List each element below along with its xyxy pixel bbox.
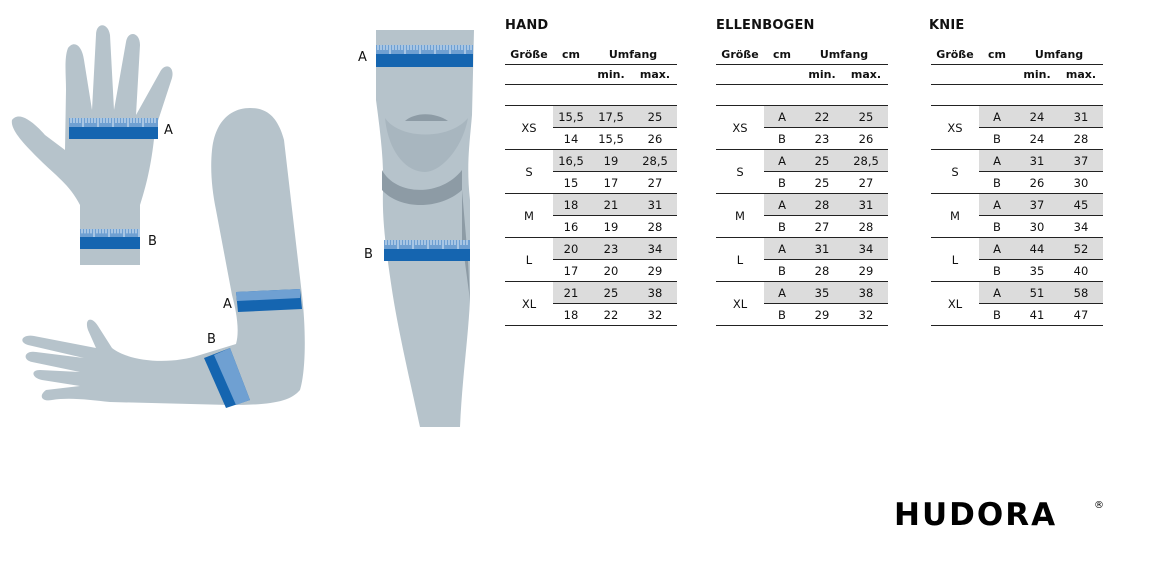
value-cell: 26 (844, 128, 888, 150)
size-table-hand (505, 44, 677, 326)
value-cell: 21 (589, 194, 633, 216)
value-cell: 15,5 (589, 128, 633, 150)
value-cell: 30 (1059, 172, 1103, 194)
table-row (931, 106, 1103, 128)
value-cell: 34 (1059, 216, 1103, 238)
value-cell: 14 (553, 128, 589, 150)
value-cell: 41 (1015, 304, 1059, 326)
value-cell: 27 (633, 172, 677, 194)
brand-name: HUDORA (894, 497, 1058, 530)
value-cell: 31 (800, 238, 844, 260)
value-cell: B (764, 172, 800, 194)
value-cell: 25 (800, 150, 844, 172)
value-cell: B (979, 128, 1015, 150)
size-cell: L (931, 238, 979, 282)
value-cell: 23 (589, 238, 633, 260)
size-cell: XL (505, 282, 553, 326)
table-row (505, 150, 677, 172)
label-knee-a: A (358, 50, 367, 65)
value-cell: 31 (1059, 106, 1103, 128)
header-max: max. (1059, 65, 1103, 85)
knee-illustration (358, 30, 474, 427)
value-cell: A (764, 106, 800, 128)
value-cell: 44 (1015, 238, 1059, 260)
header-max: max. (633, 65, 677, 85)
value-cell: B (764, 128, 800, 150)
header-size: Größe (716, 44, 764, 65)
value-cell: B (979, 304, 1015, 326)
value-cell: 31 (844, 194, 888, 216)
value-cell: 37 (1059, 150, 1103, 172)
size-cell: L (716, 238, 764, 282)
size-cell: XS (931, 106, 979, 150)
table-row (931, 238, 1103, 260)
value-cell: 24 (1015, 128, 1059, 150)
value-cell: 25 (844, 106, 888, 128)
value-cell: 38 (633, 282, 677, 304)
table-row (716, 150, 888, 172)
value-cell: 26 (1015, 172, 1059, 194)
value-cell: A (979, 106, 1015, 128)
value-cell: 37 (1015, 194, 1059, 216)
value-cell: 26 (633, 128, 677, 150)
value-cell: 23 (800, 128, 844, 150)
header-min: min. (1015, 65, 1059, 85)
header-girth: Umfang (1015, 44, 1103, 65)
value-cell: 45 (1059, 194, 1103, 216)
value-cell: A (979, 194, 1015, 216)
header-max: max. (844, 65, 888, 85)
value-cell: 16 (553, 216, 589, 238)
value-cell: 34 (633, 238, 677, 260)
table-row (716, 194, 888, 216)
table-title-elbow: ELLENBOGEN (716, 18, 815, 33)
value-cell: 19 (589, 216, 633, 238)
value-cell: A (764, 282, 800, 304)
table-title-hand: HAND (505, 18, 549, 33)
value-cell: A (764, 194, 800, 216)
brand-mark: ® (1094, 500, 1104, 511)
table-row (716, 106, 888, 128)
header-min: min. (589, 65, 633, 85)
value-cell: 15,5 (553, 106, 589, 128)
value-cell: 18 (553, 194, 589, 216)
value-cell: A (764, 150, 800, 172)
value-cell: B (764, 260, 800, 282)
hudora-logo (894, 496, 1106, 530)
value-cell: 28 (1059, 128, 1103, 150)
value-cell: A (979, 238, 1015, 260)
value-cell: 17 (553, 260, 589, 282)
header-min: min. (800, 65, 844, 85)
value-cell: 32 (633, 304, 677, 326)
table-row (931, 194, 1103, 216)
value-cell: 21 (553, 282, 589, 304)
value-cell: 52 (1059, 238, 1103, 260)
size-table-knee (931, 44, 1103, 326)
value-cell: B (979, 260, 1015, 282)
size-cell: S (931, 150, 979, 194)
size-cell: M (716, 194, 764, 238)
value-cell: 30 (1015, 216, 1059, 238)
value-cell: 24 (1015, 106, 1059, 128)
value-cell: 22 (800, 106, 844, 128)
value-cell: 27 (844, 172, 888, 194)
value-cell: 28 (800, 194, 844, 216)
header-girth: Umfang (589, 44, 677, 65)
table-row (505, 282, 677, 304)
table-row (505, 238, 677, 260)
header-size: Größe (505, 44, 553, 65)
header-cm: cm (764, 44, 800, 65)
value-cell: A (979, 150, 1015, 172)
label-hand-a: A (164, 123, 173, 138)
size-cell: M (505, 194, 553, 238)
label-hand-b: B (148, 234, 157, 249)
value-cell: 32 (844, 304, 888, 326)
size-cell: S (505, 150, 553, 194)
value-cell: 15 (553, 172, 589, 194)
value-cell: B (979, 216, 1015, 238)
value-cell: 16,5 (553, 150, 589, 172)
size-cell: XS (505, 106, 553, 150)
value-cell: A (979, 282, 1015, 304)
table-row (931, 150, 1103, 172)
size-cell: XS (716, 106, 764, 150)
label-elbow-a: A (223, 297, 232, 312)
value-cell: 20 (553, 238, 589, 260)
size-cell: L (505, 238, 553, 282)
value-cell: 40 (1059, 260, 1103, 282)
value-cell: 22 (589, 304, 633, 326)
value-cell: 28,5 (633, 150, 677, 172)
label-knee-b: B (364, 247, 373, 262)
value-cell: A (764, 238, 800, 260)
value-cell: 34 (844, 238, 888, 260)
value-cell: 17 (589, 172, 633, 194)
value-cell: 31 (633, 194, 677, 216)
value-cell: 17,5 (589, 106, 633, 128)
table-row (931, 282, 1103, 304)
value-cell: 38 (844, 282, 888, 304)
value-cell: B (764, 216, 800, 238)
value-cell: B (764, 304, 800, 326)
table-row (505, 194, 677, 216)
header-size: Größe (931, 44, 979, 65)
header-cm: cm (553, 44, 589, 65)
value-cell: 28 (800, 260, 844, 282)
value-cell: 51 (1015, 282, 1059, 304)
value-cell: 29 (800, 304, 844, 326)
size-cell: S (716, 150, 764, 194)
table-row (505, 106, 677, 128)
table-row (716, 238, 888, 260)
size-cell: XL (716, 282, 764, 326)
size-cell: XL (931, 282, 979, 326)
value-cell: 31 (1015, 150, 1059, 172)
size-cell: M (931, 194, 979, 238)
value-cell: 28 (844, 216, 888, 238)
value-cell: B (979, 172, 1015, 194)
value-cell: 25 (589, 282, 633, 304)
value-cell: 18 (553, 304, 589, 326)
value-cell: 47 (1059, 304, 1103, 326)
value-cell: 28 (633, 216, 677, 238)
value-cell: 20 (589, 260, 633, 282)
value-cell: 58 (1059, 282, 1103, 304)
value-cell: 19 (589, 150, 633, 172)
value-cell: 35 (1015, 260, 1059, 282)
label-elbow-b: B (207, 332, 216, 347)
value-cell: 25 (800, 172, 844, 194)
size-table-elbow (716, 44, 888, 326)
table-row (716, 282, 888, 304)
value-cell: 27 (800, 216, 844, 238)
hand-illustration (12, 25, 173, 265)
value-cell: 25 (633, 106, 677, 128)
header-girth: Umfang (800, 44, 888, 65)
value-cell: 28,5 (844, 150, 888, 172)
value-cell: 35 (800, 282, 844, 304)
value-cell: 29 (844, 260, 888, 282)
measurement-illustrations (0, 0, 480, 440)
table-title-knee: KNIE (929, 18, 965, 33)
value-cell: 29 (633, 260, 677, 282)
header-cm: cm (979, 44, 1015, 65)
